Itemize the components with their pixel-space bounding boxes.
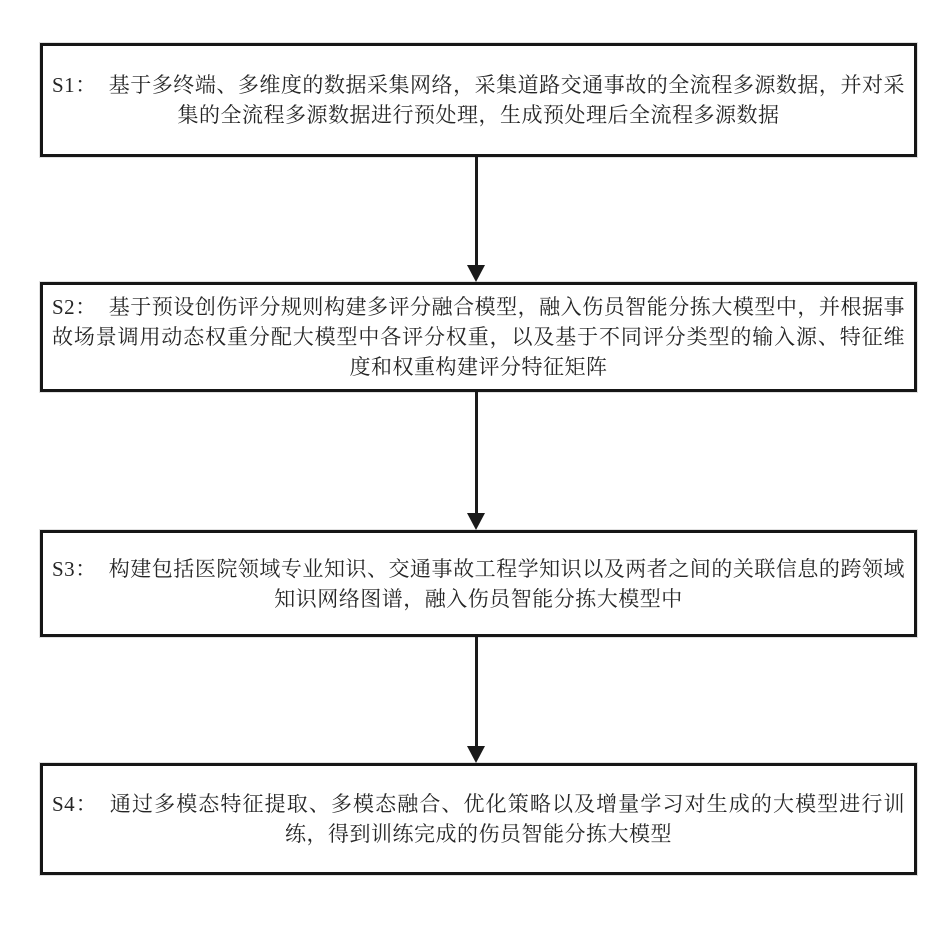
step-label-s3: S3： [52,556,97,581]
arrow-shaft-icon [475,637,478,749]
step-box-s4 [40,763,917,875]
step-label-s2: S2： [52,295,97,319]
step-text-s2 [43,292,914,382]
step-box-s2 [40,282,917,392]
step-label-s4: S4： [52,792,98,816]
step-body-s3: 构建包括医院领域专业知识、交通事故工程学知识以及两者之间的关联信息的跨领域知识网络图谱，融入伤员智能分拣大模型中 [108,556,906,611]
step-box-s1 [40,43,917,157]
step-box-s3 [40,530,917,637]
step-text-s4 [43,789,914,849]
step-text-s3 [43,554,914,614]
step-text-s1 [43,70,914,130]
step-body-s4: 通过多模态特征提取、多模态融合、优化策略以及增量学习对生成的大模型进行训练，得到训练完成的伤员智能分拣大模型 [109,792,905,846]
arrow-shaft-icon [475,392,478,516]
arrow-head-icon [467,265,485,282]
arrow-head-icon [467,746,485,763]
arrow-shaft-icon [475,157,478,268]
step-label-s1: S1： [52,73,97,97]
arrow-head-icon [467,513,485,530]
step-body-s1: 基于多终端、多维度的数据采集网络，采集道路交通事故的全流程多源数据，并对采集的全流程多源数据进行预处理，生成预处理后全流程多源数据 [108,73,906,127]
step-body-s2: 基于预设创伤评分规则构建多评分融合模型，融入伤员智能分拣大模型中，并根据事故场景调用动态权重分配大模型中各评分权重，以及基于不同评分类型的输入源、特征维度和权重构建评分特征矩阵 [52,295,906,379]
